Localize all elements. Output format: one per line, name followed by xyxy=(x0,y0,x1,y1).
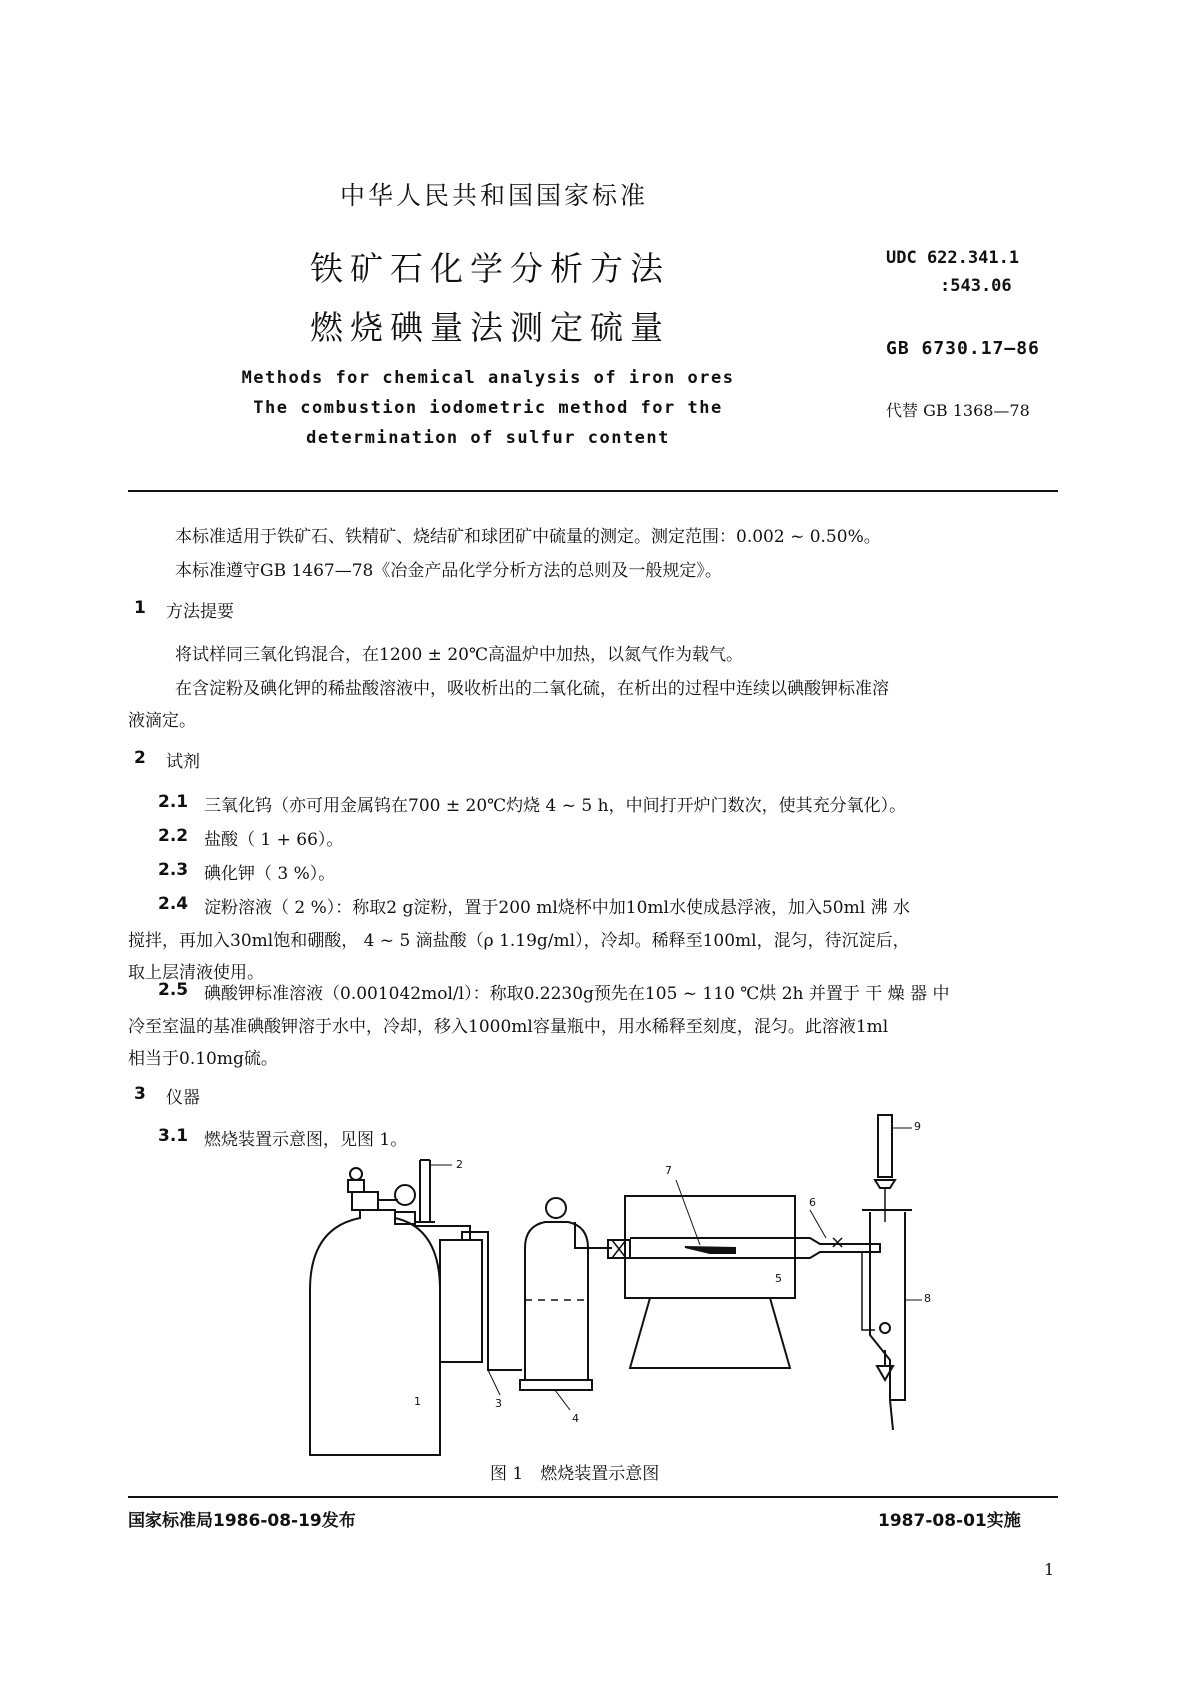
figure-label-6: 6 xyxy=(809,1196,816,1209)
reagent-text: 三氧化钨（亦可用金属钨在700 ± 20℃灼烧 4 ~ 5 h，中间打开炉门数次，使其充分氧化）。 xyxy=(204,796,907,816)
reagent-text: 淀粉溶液（ 2 %）：称取2 g淀粉，置于200 ml烧杯中加10ml水使成悬浮液，加入50ml 沸 水 xyxy=(204,898,910,918)
figure-label-5: 5 xyxy=(775,1272,782,1285)
section-2-number: 2 xyxy=(134,748,146,768)
cylinder-valve xyxy=(352,1192,378,1210)
effective-date: 1987-08-01实施 xyxy=(878,1511,1021,1531)
figure-label-4: 4 xyxy=(572,1412,579,1425)
wash-bottle xyxy=(440,1240,482,1362)
item-number: 2.1 xyxy=(158,792,189,812)
figure-caption: 图 1 燃烧装置示意图 xyxy=(490,1464,660,1484)
reagent-text: 碘化钾（ 3 %）。 xyxy=(204,864,336,884)
burette xyxy=(878,1115,892,1177)
absorption-vessel xyxy=(870,1212,905,1400)
reagent-text: 碘酸钾标准溶液（0.001042mol/l）：称取0.2230g预先在105 ~ 110 ℃烘 2h 并置于 干 燥 器 中 xyxy=(204,984,950,1004)
section-3-number: 3 xyxy=(134,1084,146,1104)
section-1-paragraph: 在含淀粉及碘化钾的稀盐酸溶液中，吸收析出的二氧化硫，在析出的过程中连续以碘酸钾标准溶 xyxy=(175,679,889,699)
section-1-number: 1 xyxy=(134,598,146,618)
figure-label-8: 8 xyxy=(924,1292,931,1305)
national-standard-heading: 中华人民共和国国家标准 xyxy=(340,181,649,210)
figure-label-2: 2 xyxy=(456,1158,463,1171)
footer-divider xyxy=(128,1496,1058,1498)
reagent-text: 取上层清液使用。 xyxy=(128,963,264,983)
english-title-line2: The combustion iodometric method for the xyxy=(253,398,723,418)
section-1-paragraph: 液滴定。 xyxy=(128,711,196,731)
reagent-text: 盐酸（ 1 + 66）。 xyxy=(204,830,344,850)
section-1-title: 方法提要 xyxy=(166,602,234,622)
gb-number: GB 6730.17—86 xyxy=(886,338,1040,359)
cross-mark: × xyxy=(830,1232,846,1253)
udc-code: UDC 622.341.1 xyxy=(886,248,1020,268)
pressure-gauge xyxy=(395,1185,415,1205)
replaces-standard: 代替 GB 1368—78 xyxy=(886,401,1030,420)
issue-date: 国家标准局1986-08-19发布 xyxy=(128,1511,356,1531)
scope-paragraph: 本标准适用于铁矿石、铁精矿、烧结矿和球团矿中硫量的测定。测定范围：0.002 ~ 0.50%。 xyxy=(175,527,881,547)
figure-label-3: 3 xyxy=(495,1397,502,1410)
english-title-line3: determination of sulfur content xyxy=(306,428,670,448)
udc-code-continued: :543.06 xyxy=(940,276,1012,296)
combustion-boat xyxy=(685,1247,735,1253)
item-number: 2.5 xyxy=(158,980,189,1000)
figure-label-9: 9 xyxy=(914,1120,921,1133)
apparatus-text: 燃烧装置示意图，见图 1。 xyxy=(204,1130,408,1150)
section-3-title: 仪器 xyxy=(166,1088,200,1108)
document-title-line2: 燃烧碘量法测定硫量 xyxy=(310,308,670,347)
reagent-text: 冷至室温的基准碘酸钾溶于水中，冷却，移入1000ml容量瓶中，用水稀释至刻度，混匀。此溶液1ml xyxy=(128,1017,889,1037)
item-number: 2.3 xyxy=(158,860,189,880)
figure-label-7: 7 xyxy=(665,1164,672,1177)
compliance-paragraph: 本标准遵守GB 1467—78《冶金产品化学分析方法的总则及一般规定》。 xyxy=(175,561,722,581)
item-number: 2.2 xyxy=(158,826,189,846)
section-2-title: 试剂 xyxy=(166,752,200,772)
reagent-text: 搅拌，再加入30ml饱和硼酸， 4 ~ 5 滴盐酸（ρ 1.19g/ml），冷却。稀释至100ml，混匀，待沉淀后， xyxy=(128,931,910,951)
section-1-paragraph: 将试样同三氧化钨混合，在1200 ± 20℃高温炉中加热，以氮气作为载气。 xyxy=(175,645,743,665)
item-number: 3.1 xyxy=(158,1126,189,1146)
reagent-text: 相当于0.10mg硫。 xyxy=(128,1049,278,1069)
document-title-line1: 铁矿石化学分析方法 xyxy=(310,249,670,288)
english-title-line1: Methods for chemical analysis of iron ores xyxy=(241,368,735,388)
gas-cylinder xyxy=(310,1210,440,1455)
item-number: 2.4 xyxy=(158,894,189,914)
drying-tower xyxy=(525,1222,588,1380)
page-number: 1 xyxy=(1044,1560,1055,1579)
figure-label-1: 1 xyxy=(414,1395,421,1408)
